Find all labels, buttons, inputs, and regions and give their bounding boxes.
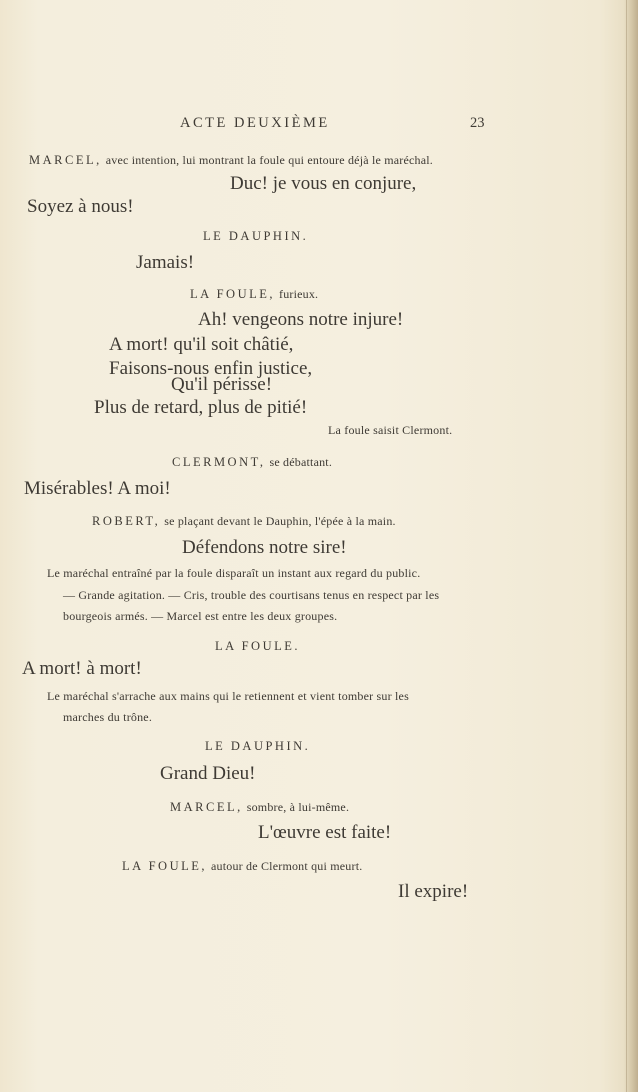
character-name: CLERMONT, <box>172 455 266 469</box>
character-heading-with-direction <box>190 285 318 303</box>
stage-direction: autour de Clermont qui meurt. <box>211 859 363 873</box>
character-heading: LA FOULE. <box>215 639 300 653</box>
character-name: ROBERT, <box>92 514 161 528</box>
character-heading-with-direction <box>122 857 362 875</box>
verse-line: Défendons notre sire! <box>182 537 347 558</box>
character-heading-with-direction <box>172 453 332 471</box>
stage-direction: sombre, à lui-même. <box>246 800 350 814</box>
verse-line: Qu'il périsse! <box>171 374 273 395</box>
running-header-title: ACTE DEUXIÈME <box>180 115 330 131</box>
stage-direction-line <box>29 151 433 169</box>
stage-direction: Le maréchal s'arrache aux mains qui le retiennent et vient tomber sur les <box>47 689 409 703</box>
verse-line: Faisons-nous enfin justice, <box>109 358 313 379</box>
character-heading-with-direction <box>92 512 396 530</box>
verse-line: A mort! à mort! <box>22 658 142 679</box>
character-name: LA FOULE, <box>190 287 275 301</box>
verse-line: Jamais! <box>136 252 195 273</box>
character-heading-with-direction <box>170 798 349 816</box>
character-name: MARCEL, <box>29 153 102 167</box>
character-heading: LE DAUPHIN. <box>203 229 309 243</box>
page-number: 23 <box>470 115 485 131</box>
page-edge-line <box>626 0 627 1092</box>
verse-line: Ah! vengeons notre injure! <box>198 309 404 330</box>
stage-direction: se plaçant devant le Dauphin, l'épée à la main. <box>164 514 396 528</box>
character-heading: LE DAUPHIN. <box>205 739 311 753</box>
verse-line: Plus de retard, plus de pitié! <box>94 397 308 418</box>
character-name: MARCEL, <box>170 800 243 814</box>
stage-direction: avec intention, lui montrant la foule qui entoure déjà le maréchal. <box>105 153 433 167</box>
verse-line: Il expire! <box>398 881 469 902</box>
verse-line: Grand Dieu! <box>160 763 256 784</box>
verse-line: Misérables! A moi! <box>24 478 171 499</box>
verse-line: L'œuvre est faite! <box>258 822 392 843</box>
verse-line: Soyez à nous! <box>27 196 134 217</box>
stage-direction: La foule saisit Clermont. <box>328 423 453 437</box>
stage-direction: — Grande agitation. — Cris, trouble des courtisans tenus en respect par les <box>63 588 440 602</box>
verse-line: A mort! qu'il soit châtié, <box>109 334 294 355</box>
stage-direction: bourgeois armés. — Marcel est entre les deux groupes. <box>63 609 338 623</box>
stage-direction: marches du trône. <box>63 710 153 724</box>
verse-line: Duc! je vous en conjure, <box>230 173 417 194</box>
character-name: LA FOULE, <box>122 859 207 873</box>
stage-direction: furieux. <box>279 287 319 301</box>
stage-direction: se débattant. <box>269 455 333 469</box>
stage-direction: Le maréchal entraîné par la foule disparaît un instant aux regard du public. <box>47 566 421 580</box>
